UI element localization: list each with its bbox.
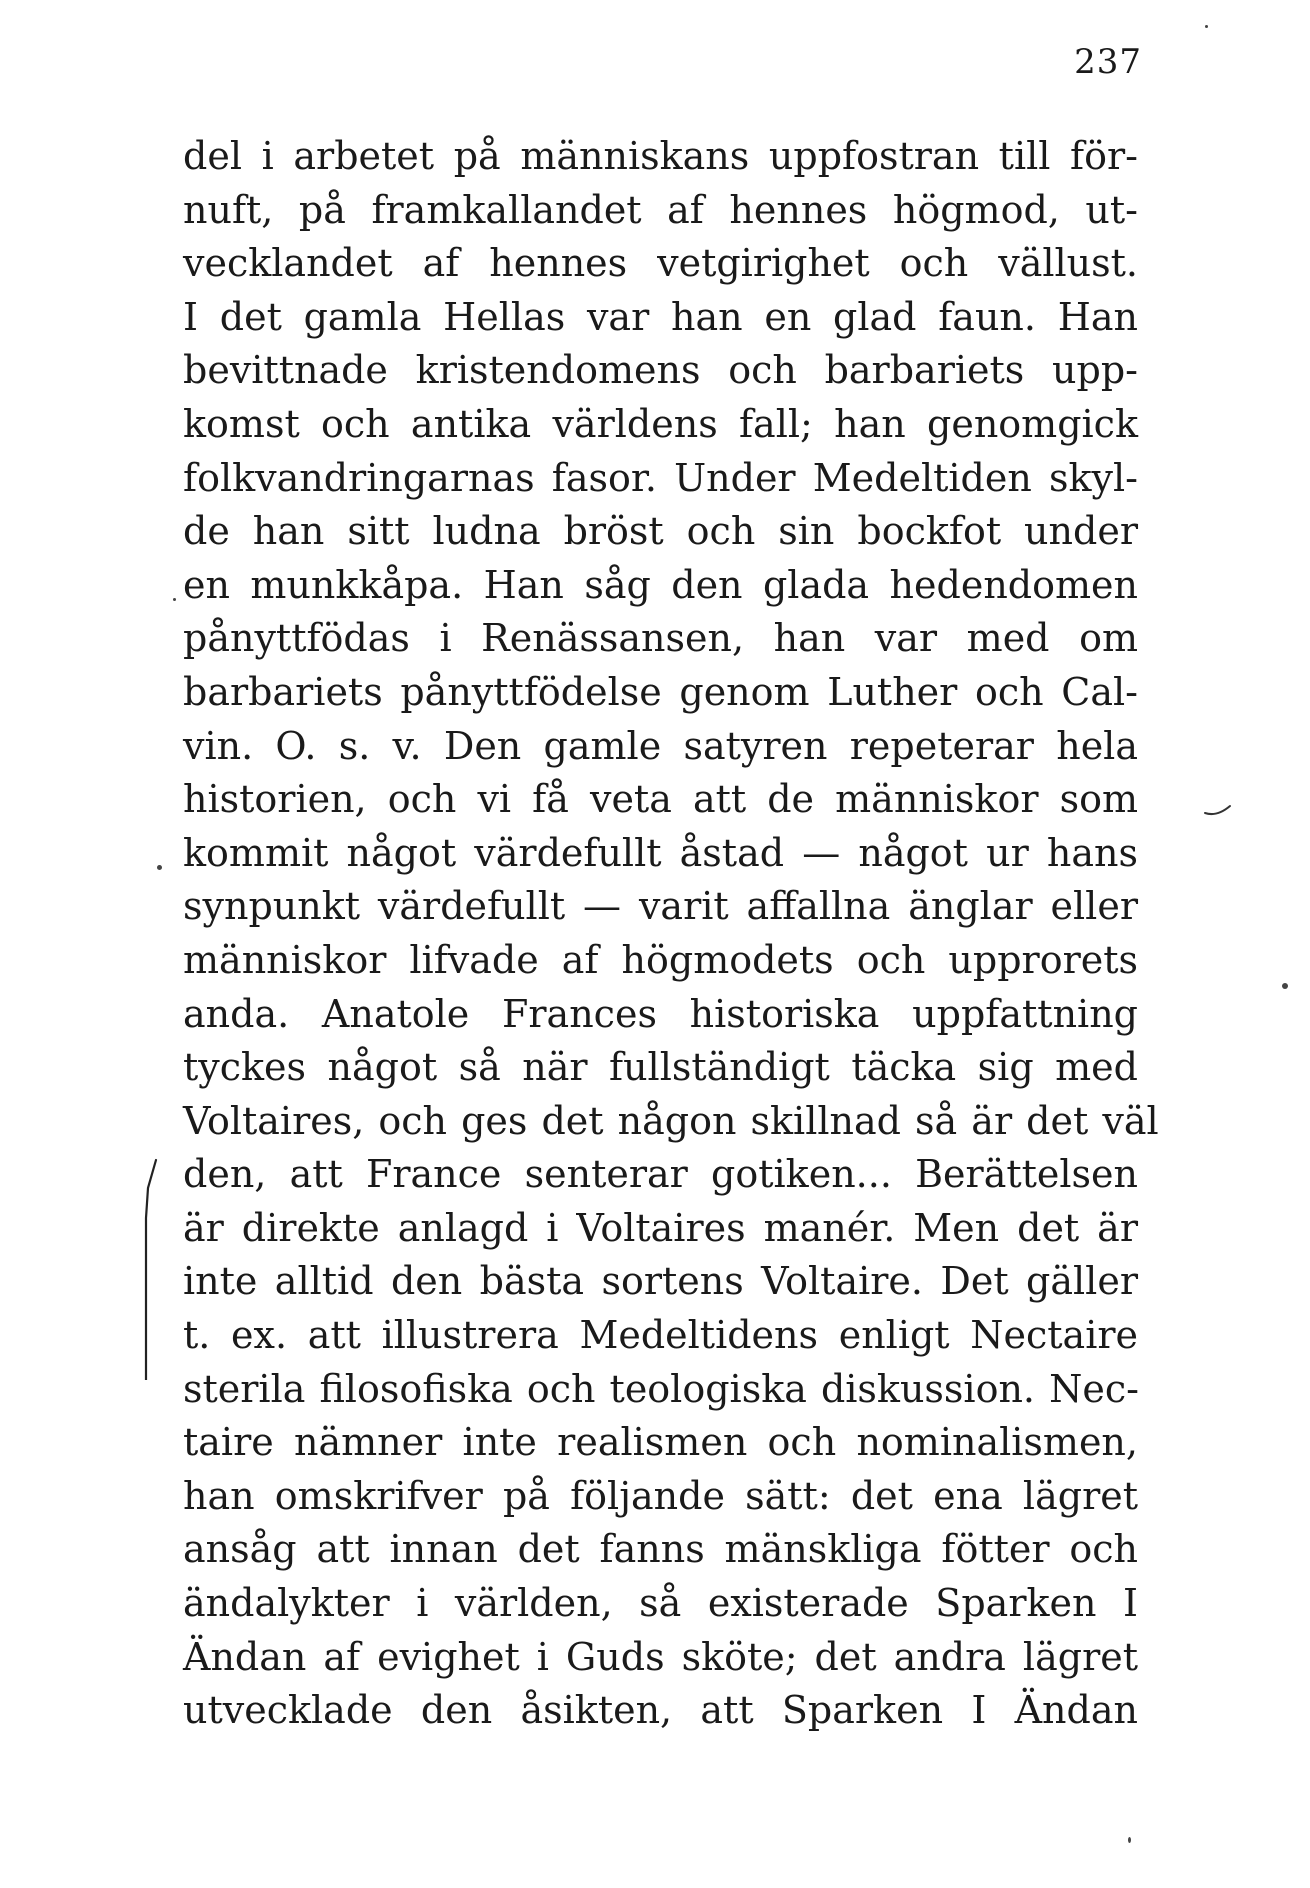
margin-pencil-mark: [140, 1158, 158, 1380]
text-line: en munkkåpa. Han såg den glada hedendomen: [183, 562, 1138, 607]
text-line: folkvandringarnas fasor. Under Medeltiden skyl-: [183, 455, 1138, 500]
paper-speck: [1205, 25, 1208, 28]
margin-tick-mark: [1203, 803, 1233, 819]
text-line: synpunkt värdefullt — varit affallna änglar eller: [183, 884, 1138, 929]
paper-speck: [1282, 983, 1288, 989]
paper-speck: [157, 865, 162, 870]
text-line: komst och antika världens fall; han genomgick: [183, 401, 1138, 446]
text-line: de han sitt ludna bröst och sin bockfot under: [183, 509, 1138, 554]
text-line: är direkte anlagd i Voltaires manér. Men det är: [183, 1205, 1138, 1250]
page-number: 237: [1074, 42, 1142, 82]
text-line: bevittnade kristendomens och barbariets upp-: [183, 348, 1138, 393]
text-line: historien, och vi få veta att de människor som: [183, 777, 1138, 822]
paper-speck: [1128, 1837, 1131, 1843]
text-line: utvecklade den åsikten, att Sparken I Ändan: [183, 1688, 1138, 1733]
text-line: I det gamla Hellas var han en glad faun. Han: [183, 294, 1138, 339]
body-text: [183, 130, 1159, 1738]
text-line: kommit något värdefullt åstad — något ur hans: [183, 830, 1138, 875]
text-line: vin. O. s. v. Den gamle satyren repeterar hela: [183, 723, 1138, 768]
text-line: människor lifvade af högmodets och upprorets: [183, 937, 1138, 982]
text-line: tyckes något så när fullständigt täcka sig med: [183, 1045, 1138, 1090]
text-line: del i arbetet på människans uppfostran till för-: [183, 134, 1138, 178]
text-line: Ändan af evighet i Guds sköte; det andra lägret: [183, 1634, 1138, 1679]
text-line: han omskrifver på följande sätt: det ena lägret: [183, 1473, 1138, 1518]
text-line: den, att France senterar gotiken... Berättelsen: [183, 1152, 1138, 1197]
text-line: t. ex. att illustrera Medeltidens enligt Nectaire: [183, 1313, 1138, 1358]
text-line: ansåg att innan det fanns mänskliga fötter och: [183, 1527, 1138, 1572]
text-line: vecklandet af hennes vetgirighet och vällust.: [183, 241, 1138, 286]
text-line: ändalykter i världen, så existerade Sparken I: [183, 1581, 1138, 1626]
text-line: barbariets pånyttfödelse genom Luther och Cal-: [183, 669, 1138, 714]
text-line: inte alltid den bästa sortens Voltaire. Det gäller: [183, 1259, 1138, 1304]
text-line: taire nämner inte realismen och nominalismen,: [183, 1420, 1138, 1465]
paper-speck: [173, 598, 176, 601]
text-line: pånyttfödas i Renässansen, han var med om: [183, 616, 1138, 661]
text-line: Voltaires, och ges det någon skillnad så är det väl: [183, 1098, 1159, 1143]
text-line: nuft, på framkallandet af hennes högmod, ut-: [183, 187, 1138, 232]
text-line: anda. Anatole Frances historiska uppfattning: [183, 991, 1138, 1036]
text-line: sterila filosofiska och teologiska diskussion. Nec-: [183, 1366, 1139, 1411]
